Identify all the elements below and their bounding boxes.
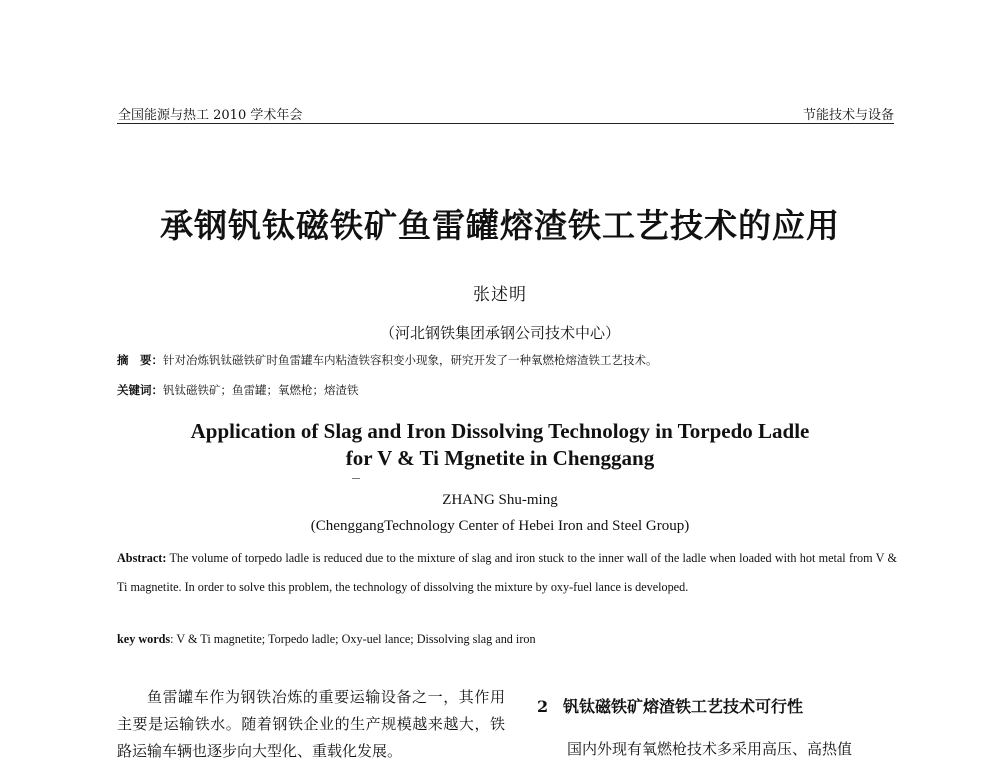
abstract-cn-text: 针对冶炼钒钛磁铁矿时鱼雷罐车内粘渣铁容积变小现象，研究开发了一种氧燃枪熔渣铁工艺技术。 [163, 353, 658, 367]
keywords-en-text: : V & Ti magnetite; Torpedo ladle; Oxy-uel lance; Dissolving slag and iron [170, 632, 536, 646]
affiliation-en: (ChenggangTechnology Center of Hebei Iron and Steel Group) [310, 518, 690, 534]
author-en: ZHANG Shu-ming [442, 492, 558, 508]
abstract-en [117, 544, 897, 602]
paper-title-cn: 承钢钒钛磁铁矿鱼雷罐熔渣铁工艺技术的应用 [160, 206, 840, 245]
abstract-cn-label: 摘 要： [117, 353, 163, 367]
abstract-en-label: Abstract: [117, 551, 167, 565]
keywords-en-label: key words [117, 632, 171, 646]
paper-title-en-line2: for V & Ti Mgnetite in Chenggang [345, 446, 655, 470]
header-conference: 全国能源与热工 2010 学术年会 [118, 108, 303, 123]
keywords-cn-text: 钒钛磁铁矿；鱼雷罐；氧燃枪；熔渣铁 [163, 383, 359, 397]
paper-title-en-line1: Application of Slag and Iron Dissolving Technology in Torpedo Ladle [190, 419, 810, 443]
section-2-title: 钒钛磁铁矿熔渣铁工艺技术可行性 [563, 697, 804, 716]
keywords-cn [117, 382, 897, 398]
affiliation-cn: （河北钢铁集团承钢公司技术中心） [379, 324, 620, 342]
scan-mark [352, 478, 360, 479]
paper-title-en [0, 418, 1000, 472]
section-2-heading [537, 694, 803, 717]
section-2-number: 2 [537, 697, 549, 716]
running-header [0, 104, 1000, 124]
keywords-en [117, 632, 897, 647]
body-left-paragraph: 鱼雷罐车作为钢铁冶炼的重要运输设备之一，其作用主要是运输铁水。随着钢铁企业的生产规模越来越大，铁路运输车辆也逐步向大型化、重载化发展。 [117, 688, 505, 760]
body-right-paragraph: 国内外现有氧燃枪技术多采用高压、高热值 [567, 740, 853, 758]
author-cn: 张述明 [473, 285, 527, 305]
keywords-cn-label: 关键词： [117, 383, 163, 397]
abstract-en-text: The volume of torpedo ladle is reduced due to the mixture of slag and iron stuck to the inner wall of the ladle when loaded with hot metal from V & Ti magnetite. In order to solve this problem, the technology of dissolving the mixture by oxy-fuel lance is developed. [117, 551, 897, 594]
header-rule [117, 123, 894, 124]
abstract-cn [117, 352, 897, 368]
header-section: 节能技术与设备 [802, 108, 894, 123]
